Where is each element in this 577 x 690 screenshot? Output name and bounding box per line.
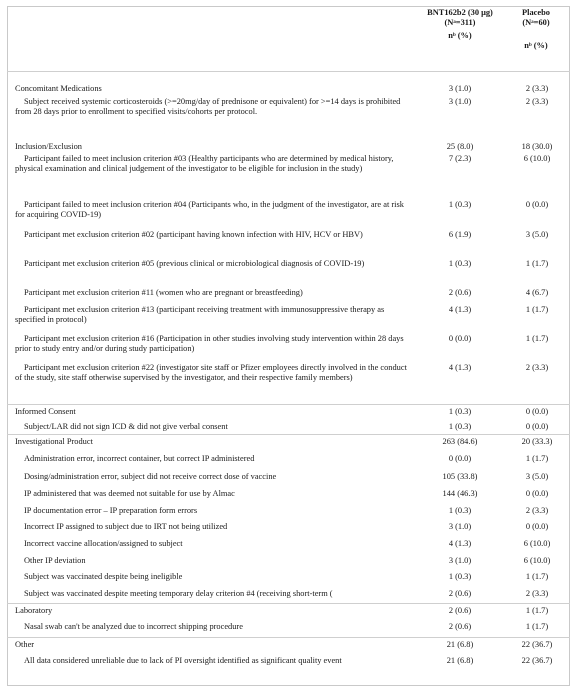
value-placebo: 1 (1.7) (525, 572, 549, 581)
value-placebo: 0 (0.0) (525, 522, 549, 531)
group-divider (7, 434, 570, 435)
column-a-unit: nᵇ (%) (448, 31, 472, 41)
value-placebo: 0 (0.0) (525, 407, 549, 416)
value-placebo: 1 (1.7) (525, 259, 549, 268)
row-category-label: Other (15, 640, 35, 649)
value-placebo: 4 (6.7) (525, 288, 549, 297)
value-bnt162b2: 6 (1.9) (448, 230, 472, 239)
value-bnt162b2: 1 (0.3) (448, 572, 472, 581)
header-divider (7, 71, 570, 72)
row-sublabel: Participant met exclusion criterion #02 (participant having known infection with HIV, HCV or HBV) (24, 230, 363, 239)
value-placebo: 0 (0.0) (525, 200, 549, 209)
row-category-label: Concomitant Medications (15, 84, 102, 93)
value-placebo: 1 (1.7) (525, 334, 549, 343)
value-placebo: 6 (10.0) (523, 556, 551, 565)
value-bnt162b2: 3 (1.0) (448, 522, 472, 531)
group-divider (7, 637, 570, 638)
value-bnt162b2: 0 (0.0) (448, 334, 472, 343)
value-bnt162b2: 4 (1.3) (448, 305, 472, 314)
row-sublabel: Subject/LAR did not sign ICD & did not give verbal consent (24, 422, 228, 431)
value-placebo: 2 (3.3) (525, 363, 549, 372)
column-a-name: BNT162b2 (30 μg) (427, 8, 493, 17)
value-placebo: 3 (5.0) (525, 230, 549, 239)
row-sublabel: Subject was vaccinated despite meeting temporary delay criterion #4 (receiving short-term ( (24, 589, 333, 598)
row-sublabel: Other IP deviation (24, 556, 86, 565)
column-header-placebo (506, 8, 566, 52)
value-bnt162b2: 1 (0.3) (448, 200, 472, 209)
row-sublabel: Incorrect vaccine allocation/assigned to subject (24, 539, 183, 548)
row-sublabel: Participant met exclusion criterion #13 (participant receiving treatment with immunosuppressive therapy as specified in protocol) (15, 305, 385, 324)
value-placebo: 1 (1.7) (525, 305, 549, 314)
value-placebo: 22 (36.7) (521, 640, 553, 649)
value-bnt162b2: 2 (0.6) (448, 606, 472, 615)
row-sublabel: Administration error, incorrect container, but correct IP administered (24, 454, 255, 463)
value-bnt162b2: 25 (8.0) (446, 142, 474, 151)
row-sublabel: Nasal swab can't be analyzed due to incorrect shipping procedure (24, 622, 243, 631)
value-placebo: 2 (3.3) (525, 97, 549, 106)
row-sublabel: Participant met exclusion criterion #11 (women who are pregnant or breastfeeding) (24, 288, 303, 297)
value-bnt162b2: 1 (0.3) (448, 259, 472, 268)
row-sublabel: Subject received systemic corticosteroids (>=20mg/day of prednisone or equivalent) for >=14 days is prohibited from 28 days prior to enrollment to specified visits/cohorts per protocol. (15, 97, 401, 116)
value-placebo: 6 (10.0) (523, 539, 551, 548)
row-category-label: Inclusion/Exclusion (15, 142, 82, 151)
value-placebo: 1 (1.7) (525, 622, 549, 631)
row-sublabel: Participant failed to meet inclusion criterion #04 (Participants who, in the judgment of the investigator, are at risk for acquiring COVID-19) (15, 200, 404, 219)
value-placebo: 20 (33.3) (521, 437, 553, 446)
value-bnt162b2: 0 (0.0) (448, 454, 472, 463)
value-placebo: 1 (1.7) (525, 454, 549, 463)
row-category-label: Laboratory (15, 606, 53, 615)
value-placebo: 2 (3.3) (525, 84, 549, 93)
row-sublabel: IP documentation error – IP preparation form errors (24, 506, 198, 515)
row-sublabel: Participant met exclusion criterion #05 (previous clinical or microbiological diagnosis of COVID-19) (24, 259, 365, 268)
value-bnt162b2: 263 (84.6) (442, 437, 478, 446)
value-bnt162b2: 4 (1.3) (448, 363, 472, 372)
column-a-n: (Nᵃ=311) (444, 18, 476, 28)
row-sublabel: Dosing/administration error, subject did not receive correct dose of vaccine (24, 472, 277, 481)
value-bnt162b2: 1 (0.3) (448, 422, 472, 431)
value-bnt162b2: 7 (2.3) (448, 154, 472, 163)
value-placebo: 2 (3.3) (525, 506, 549, 515)
value-bnt162b2: 3 (1.0) (448, 97, 472, 106)
row-category-label: Informed Consent (15, 407, 76, 416)
column-b-unit: nᵇ (%) (524, 41, 548, 51)
row-sublabel: Participant failed to meet inclusion criterion #03 (Healthy participants who are determined by medical history, physical examination and clinical judgement of the investigator to be eligible for inclusion in the study) (15, 154, 394, 173)
row-sublabel: Participant met exclusion criterion #16 (Participation in other studies involving study intervention within 28 days prior to study entry and/or during study participation) (15, 334, 404, 353)
row-sublabel: Incorrect IP assigned to subject due to IRT not being utilized (24, 522, 228, 531)
value-bnt162b2: 3 (1.0) (448, 84, 472, 93)
column-b-n: (Nᵃ=60) (522, 18, 550, 28)
value-placebo: 18 (30.0) (521, 142, 553, 151)
value-placebo: 0 (0.0) (525, 422, 549, 431)
group-divider (7, 404, 570, 405)
value-bnt162b2: 1 (0.3) (448, 407, 472, 416)
column-header-bnt162b2 (418, 8, 502, 42)
row-sublabel: IP administered that was deemed not suitable for use by Almac (24, 489, 235, 498)
value-bnt162b2: 4 (1.3) (448, 539, 472, 548)
value-placebo: 0 (0.0) (525, 489, 549, 498)
value-bnt162b2: 144 (46.3) (442, 489, 478, 498)
value-placebo: 22 (36.7) (521, 656, 553, 665)
row-sublabel: Participant met exclusion criterion #22 (investigator site staff or Pfizer employees directly involved in the conduct of the study, site staff otherwise supervised by the investigator, and their respective family members) (15, 363, 407, 382)
value-bnt162b2: 105 (33.8) (442, 472, 478, 481)
group-divider (7, 603, 570, 604)
value-bnt162b2: 2 (0.6) (448, 288, 472, 297)
value-placebo: 1 (1.7) (525, 606, 549, 615)
value-placebo: 2 (3.3) (525, 589, 549, 598)
row-sublabel: Subject was vaccinated despite being ineligible (24, 572, 183, 581)
value-bnt162b2: 1 (0.3) (448, 506, 472, 515)
value-bnt162b2: 2 (0.6) (448, 589, 472, 598)
row-sublabel: All data considered unreliable due to lack of PI oversight identified as significant quality event (24, 656, 342, 665)
value-placebo: 6 (10.0) (523, 154, 551, 163)
column-b-name: Placebo (522, 8, 550, 17)
value-bnt162b2: 21 (6.8) (446, 656, 474, 665)
value-bnt162b2: 3 (1.0) (448, 556, 472, 565)
value-bnt162b2: 2 (0.6) (448, 622, 472, 631)
value-placebo: 3 (5.0) (525, 472, 549, 481)
value-bnt162b2: 21 (6.8) (446, 640, 474, 649)
row-category-label: Investigational Product (15, 437, 93, 446)
